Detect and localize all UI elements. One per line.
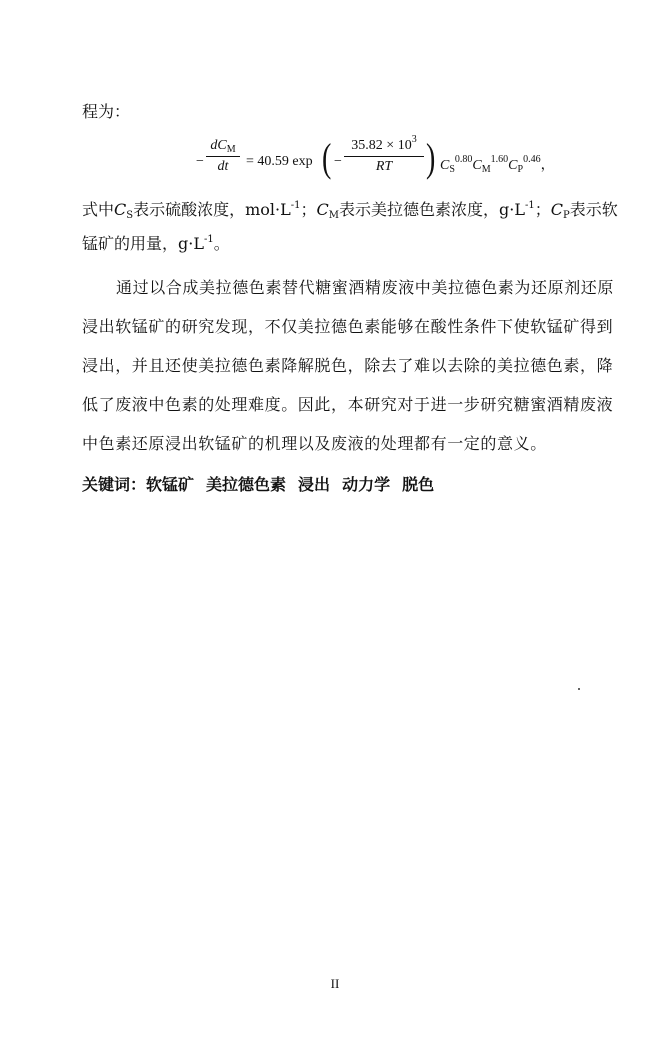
derivative-denominator: dt [217,159,229,174]
coefficient-exp: = 40.59 exp [246,154,313,169]
def-cm-sub: M [328,210,340,221]
def-unit1-sup: -1 [290,200,301,211]
intro-text: 程为： [82,102,131,121]
exponent-numerator: 35.82 × 10 [351,138,412,153]
formula-comma: ， [540,158,555,173]
def-cp-text: 表示软 [569,200,618,219]
keyword-2: 美拉德色素 [206,475,287,494]
cm-symbol: C [472,158,482,173]
stray-dot [578,688,580,690]
def-cs-sub: S [126,210,134,221]
paragraph-line-5: 中色素还原浸出软锰矿的机理以及废液的处理都有一定的意义。 [82,434,547,453]
concentration-terms [440,154,555,174]
paragraph-line-1: 通过以合成美拉德色素替代糖蜜酒精废液中美拉德色素为还原剂还原 [116,278,615,297]
exponent-denominator: RT [375,159,393,174]
cm-exponent: 1.60 [490,154,509,165]
derivative-fraction [206,138,240,175]
paragraph-line-4: 低了废液中色素的处理难度。因此，本研究对于进一步研究糖蜜酒精废液 [82,395,614,414]
keyword-3: 浸出 [298,475,331,494]
keyword-1: 软锰矿 [146,475,195,494]
def-cm-symbol: C [316,200,329,219]
def-cp-unit-text: 锰矿的用量，g·L [82,234,204,253]
cm-sub: M [481,164,491,175]
cp-exponent: 0.46 [523,154,541,165]
cp-sub: P [517,164,524,175]
def-cp-sub: P [563,210,570,221]
def-sep-1: ； [300,200,317,219]
paragraph-line-3: 浸出，并且还使美拉德色素降解脱色，除去了难以去除的美拉德色素，降 [82,356,614,375]
paragraph-line-2: 浸出软锰矿的研究发现，不仅美拉德色素能够在酸性条件下使软锰矿得到 [82,317,614,336]
def-cm-text: 表示美拉德色素浓度，g·L [339,200,525,219]
page-number: II [330,976,340,991]
derivative-numerator: dC [210,138,227,153]
minus-sign-2: − [334,154,342,169]
cs-symbol: C [440,158,450,173]
def-cp-symbol: C [550,200,564,219]
def-prefix: 式中 [82,200,115,219]
derivative-numerator-sub: M [226,144,236,155]
exponent-numerator-sup: 3 [411,134,417,145]
def-unit2-sup: -1 [525,200,535,211]
cs-exponent: 0.80 [454,154,473,165]
definitions-line-1 [82,200,618,221]
cp-symbol: C [508,158,518,173]
exponent-fraction [344,134,424,175]
cs-sub: S [449,164,455,175]
keyword-5: 脱色 [402,475,435,494]
left-paren: ( [321,135,332,180]
def-cs-symbol: C [114,200,127,219]
def-unit3-sup: -1 [203,234,214,245]
def-cs-text: 表示硫酸浓度，mol·L [133,200,291,219]
def-period: 。 [213,234,230,253]
keywords-label: 关键词： [82,475,147,494]
keywords-line [82,472,446,495]
keyword-4: 动力学 [342,475,391,494]
right-paren: ) [425,135,436,180]
definitions-line-2 [82,236,230,252]
def-sep-2: ； [534,200,551,219]
minus-sign: − [196,154,204,169]
